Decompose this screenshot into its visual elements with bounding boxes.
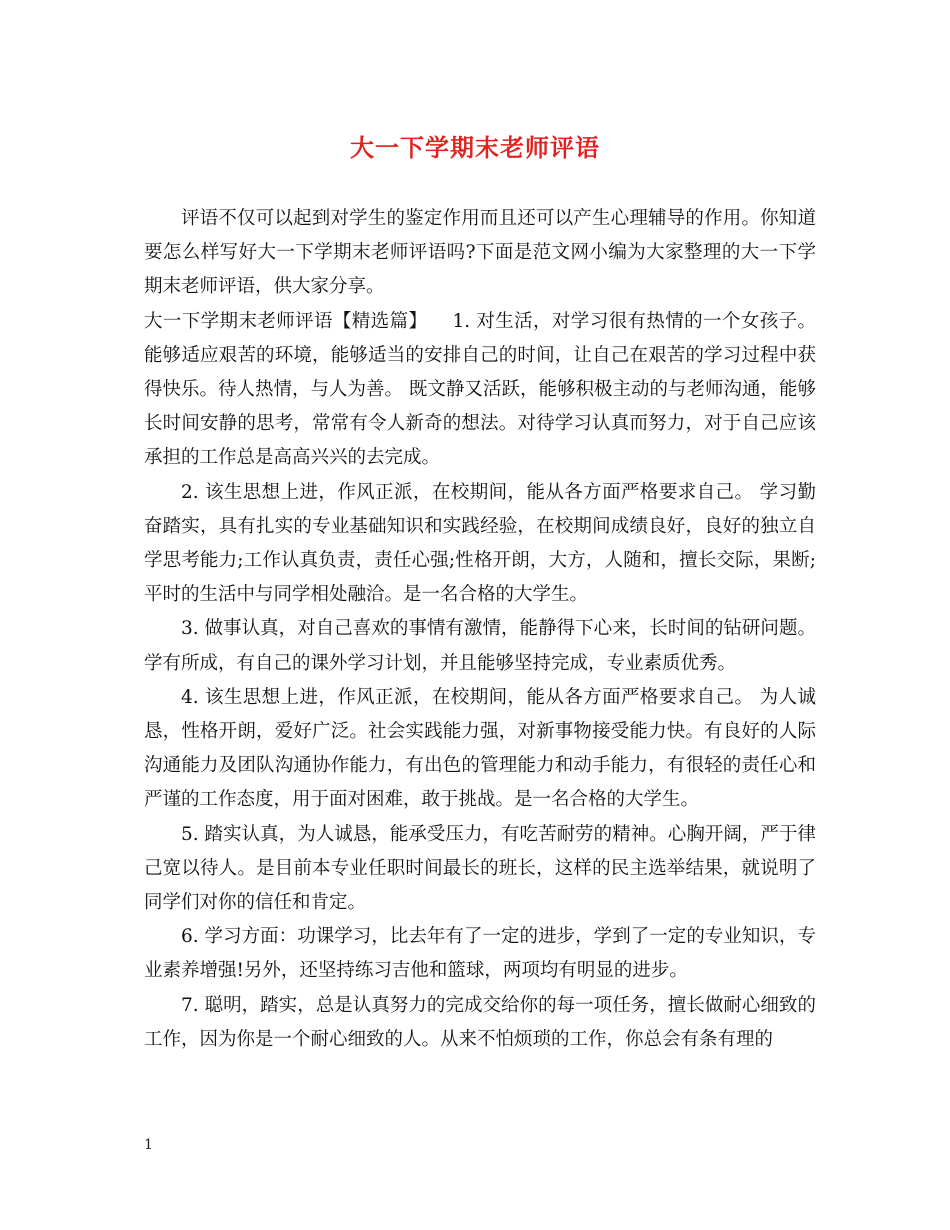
paragraph-item-1: 大一下学期末老师评语【精选篇】 1. 对生活，对学习很有热情的一个女孩子。能够适应艰苦的环境，能够适当的安排自己的时间，让自己在艰苦的学习过程中获得快乐。待人热情，与人为善。 既文静又活跃，能够积极主动的与老师沟通，能够长时间安静的思考，常常有令人新奇的想法。对待学习认真而努力，对于自己应该承担的工作总是高高兴兴的去完成。 [144,310,816,469]
page-number: 1 [144,1137,153,1153]
document-title: 大一下学期末老师评语 [350,133,600,162]
paragraph-item-5: 5. 踏实认真，为人诚恳，能承受压力，有吃苦耐劳的精神。心胸开阔，严于律己宽以待人。是目前本专业任职时间最长的班长，这样的民主选举结果，就说明了同学们对你的信任和肯定。 [144,823,816,914]
paragraph-item-7: 7. 聪明，踏实，总是认真努力的完成交给你的每一项任务，擅长做耐心细致的工作，因为你是一个耐心细致的人。从来不怕烦琐的工作，你总会有条有理的 [144,994,816,1050]
paragraph-intro: 评语不仅可以起到对学生的鉴定作用而且还可以产生心理辅导的作用。你知道要怎么样写好大一下学期末老师评语吗?下面是范文网小编为大家整理的大一下学期末老师评语，供大家分享。 [144,208,816,298]
paragraph-item-3: 3. 做事认真，对自己喜欢的事情有激情，能静得下心来，长时间的钻研问题。学有所成，有自己的课外学习计划，并且能够坚持完成，专业素质优秀。 [144,618,816,674]
paragraph-item-2: 2. 该生思想上进，作风正派，在校期间，能从各方面严格要求自己。 学习勤奋踏实，具有扎实的专业基础知识和实践经验，在校期间成绩良好，良好的独立自学思考能力;工作认真负责，责任心强;性格开朗，大方，人随和，擅长交际，果断;平时的生活中与同学相处融洽。是一名合格的大学生。 [144,481,816,606]
paragraph-item-6: 6. 学习方面：功课学习，比去年有了一定的进步，学到了一定的专业知识，专业素养增强!另外，还坚持练习吉他和篮球，两项均有明显的进步。 [144,926,816,982]
paragraph-item-4: 4. 该生思想上进，作风正派，在校期间，能从各方面严格要求自己。 为人诚恳，性格开朗，爱好广泛。社会实践能力强，对新事物接受能力快。有良好的人际沟通能力及团队沟通协作能力，有出色的管理能力和动手能力，有很轻的责任心和严谨的工作态度，用于面对困难，敢于挑战。是一名合格的大学生。 [144,686,816,811]
document-body [144,202,816,1057]
